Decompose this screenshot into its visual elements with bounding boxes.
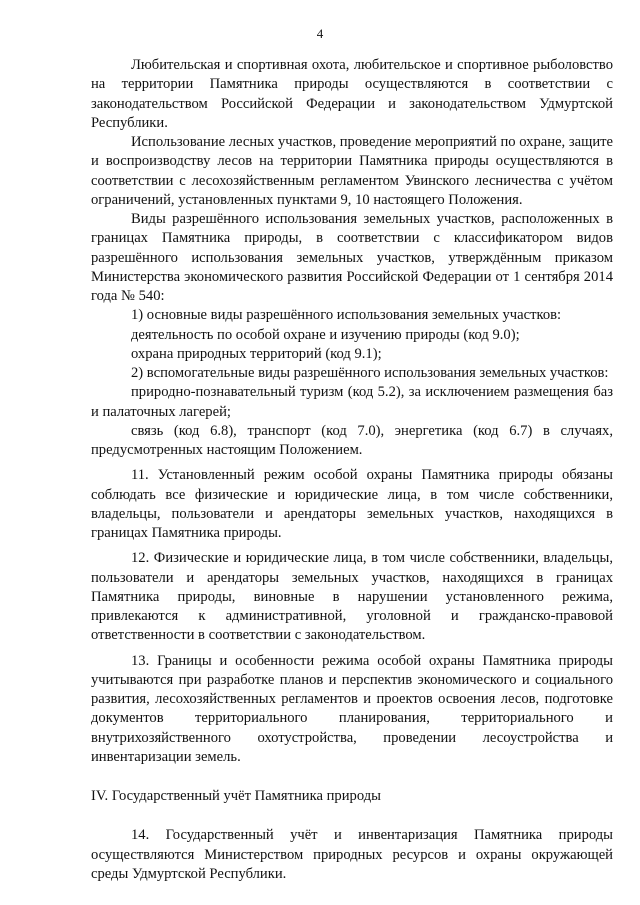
list-item-tourism: природно-познавательный туризм (код 5.2), за исключением размещения баз и палаточных лагерей; bbox=[91, 384, 613, 420]
document-body bbox=[91, 56, 613, 884]
paragraph-item-11: 11. Установленный режим особой охраны Памятника природы обязаны соблюдать все физические и юридические лица, в том числе собственники, владельцы, пользователи и арендаторы земельных участков, находящихся в границах Памятника природы. bbox=[91, 467, 613, 541]
section-heading: IV. Государственный учёт Памятника природы bbox=[91, 788, 381, 804]
paragraph-item-12: 12. Физические и юридические лица, в том числе собственники, владельцы, пользователи и арендаторы земельных участков, находящихся в границах Памятника природы, виновные в нарушении установленного режима, привлекаются к административной, уголовной и гражданско-правовой ответственности в соответствии с законодательством. bbox=[91, 550, 613, 644]
list-item-communications: связь (код 6.8), транспорт (код 7.0), энергетика (код 6.7) в случаях, предусмотренных настоящим Положением. bbox=[91, 422, 613, 458]
list-item-main-types: 1) основные виды разрешённого использования земельных участков: bbox=[131, 307, 562, 324]
list-item-territory-protection: охрана природных территорий (код 9.1); bbox=[131, 345, 382, 362]
paragraph-item-13: 13. Границы и особенности режима особой охраны Памятника природы учитываются при разработке планов и перспектив экономического и социального развития, лесохозяйственных регламентов и проектов освоения лесов, подготовке документов территориального планирования, территориального и внутрихозяйственного охотустройства, проведении лесоустройства и инвентаризации земель. bbox=[91, 652, 613, 765]
paragraph-forest-use: Использование лесных участков, проведение мероприятий по охране, защите и воспроизводству лесов на территории Памятника природы осуществляются в соответствии с лесохозяйственным регламентом Увинского лесничества с учётом ограничений, установленных пунктами 9, 10 настоящего Положения. bbox=[91, 134, 613, 208]
page-number: 4 bbox=[316, 26, 324, 41]
paragraph-hunting-fishing: Любительская и спортивная охота, любительское и спортивное рыболовство на территории Памятника природы осуществляются в соответствии с законодательством Российской Федерации и законодательством Удмуртской Республики. bbox=[91, 57, 613, 131]
list-item-auxiliary-types: 2) вспомогательные виды разрешённого использования земельных участков: bbox=[131, 365, 609, 381]
list-item-nature-protection: деятельность по особой охране и изучению природы (код 9.0); bbox=[131, 326, 520, 343]
paragraph-permitted-use: Виды разрешённого использования земельных участков, расположенных в границах Памятника природы, в соответствии с классификатором видов разрешённого использования земельных участков, утверждённым приказом Министерства экономического развития Российской Федерации от 1 сентября 2014 года № 540: bbox=[91, 211, 613, 304]
paragraph-item-14: 14. Государственный учёт и инвентаризация Памятника природы осуществляются Министерством природных ресурсов и охраны окружающей среды Удмуртской Республики. bbox=[91, 827, 613, 882]
